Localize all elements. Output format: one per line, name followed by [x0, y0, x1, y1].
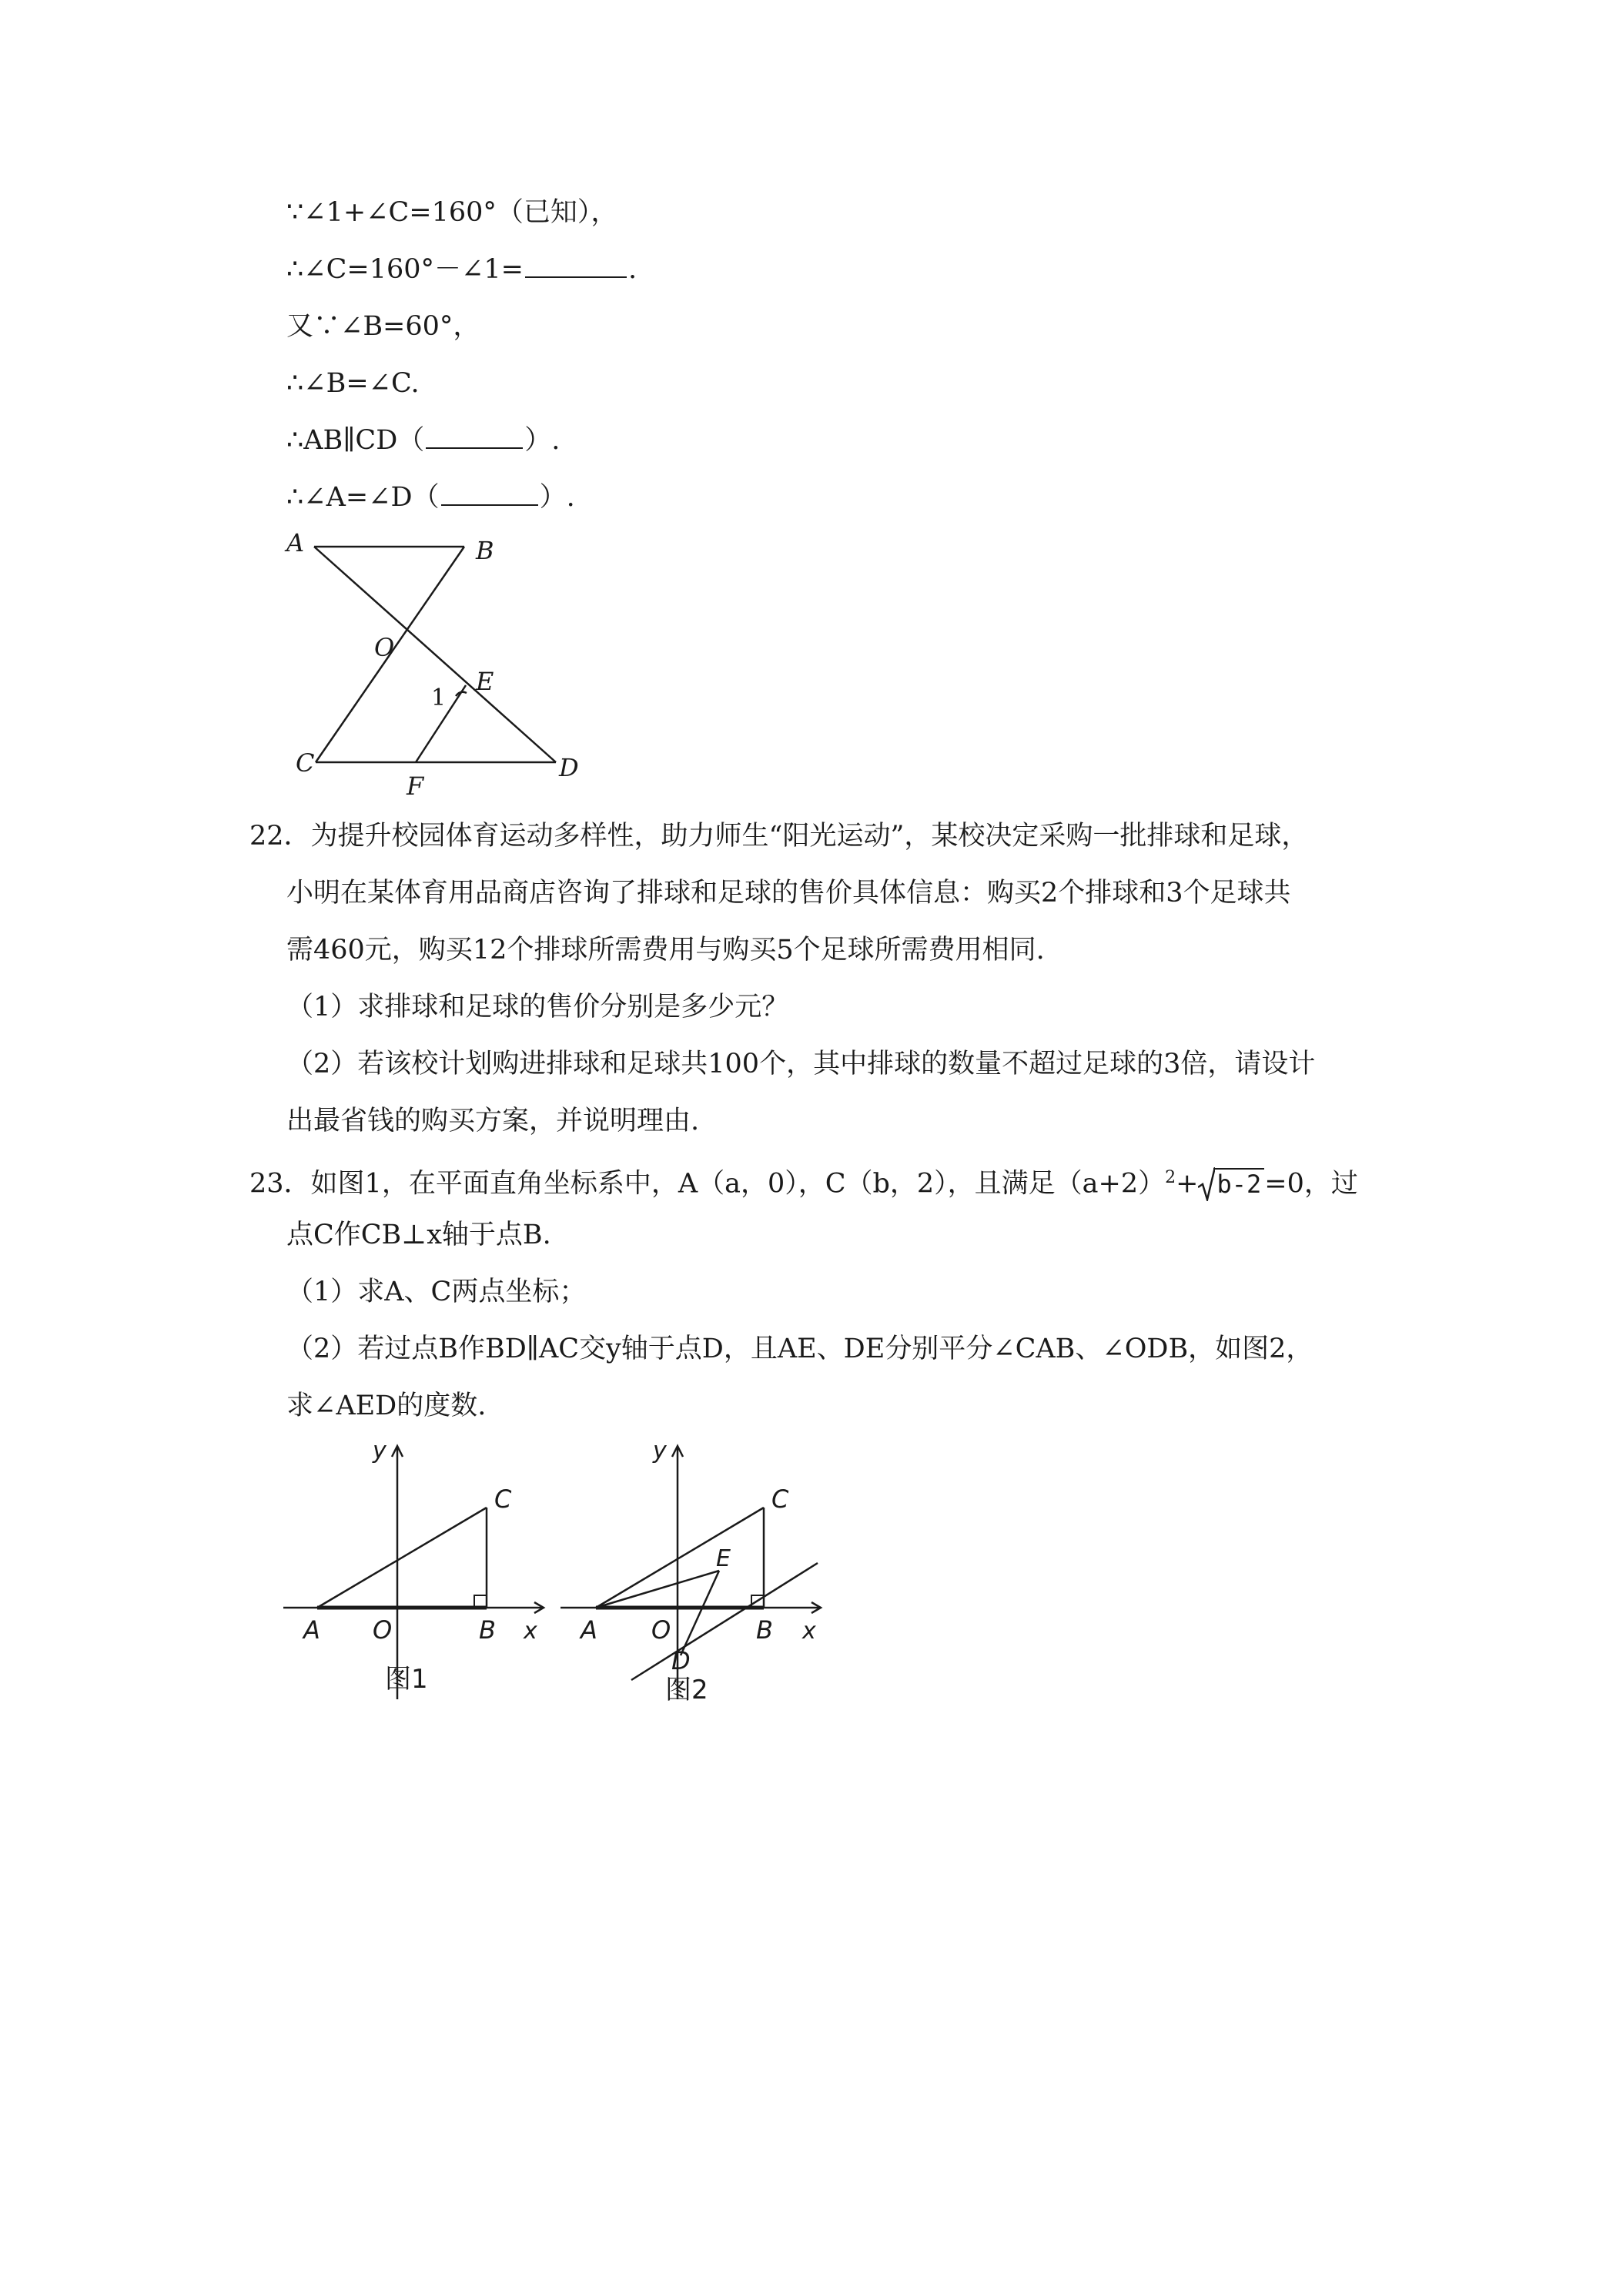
radicand: b-2 — [1213, 1168, 1264, 1199]
figure-1-caption: 图1 — [385, 1664, 428, 1695]
label-x: x — [524, 1618, 537, 1645]
segment-ae — [596, 1571, 719, 1608]
segment-ac — [317, 1508, 487, 1608]
segment-ac — [596, 1508, 764, 1608]
answer-blank-3[interactable] — [441, 481, 538, 506]
question-22-text-1: 为提升校园体育运动多样性，助力师生“阳光运动”，某校决定采购一批排球和足球， — [310, 821, 1309, 852]
figure-1 — [277, 1434, 554, 1711]
proof-line-2-end: . — [627, 254, 637, 285]
proof-line-5-text: ∴AB∥CD（ — [286, 425, 425, 456]
proof-line-6-end: ）. — [539, 482, 575, 513]
label-x: x — [802, 1618, 816, 1645]
label-a: A — [581, 1615, 597, 1645]
figure-2-caption: 图2 — [665, 1675, 708, 1705]
segment-ad — [314, 547, 556, 762]
question-23-text-1: 如图1，在平面直角坐标系中，A（a，0），C（b，2），且满足（a+2） — [310, 1168, 1166, 1200]
label-f: F — [407, 771, 424, 801]
question-23-text-1-end: =0，过 — [1264, 1168, 1358, 1200]
proof-line-4: ∴∠B=∠C. — [286, 368, 420, 399]
question-22-line-2: 小明在某体育用品商店咨询了排球和足球的售价具体信息：购买2个排球和3个足球共 — [286, 878, 1291, 909]
figure-q21 — [277, 524, 601, 801]
exponent: 2 — [1165, 1168, 1176, 1187]
question-23-part-2b: 求∠AED的度数. — [286, 1391, 487, 1421]
label-b: B — [756, 1615, 773, 1645]
question-23-line-1 — [249, 1160, 1358, 1203]
label-b: B — [476, 536, 494, 565]
proof-line-6 — [286, 479, 575, 516]
question-23-part-2a: （2）若过点B作BD∥AC交y轴于点D，且AE、DE分别平分∠CAB、∠ODB，如图2， — [286, 1334, 1313, 1364]
radical-sign-icon — [1198, 1167, 1215, 1201]
question-22-part-2a: （2）若该校计划购进排球和足球共100个，其中排球的数量不超过足球的3倍，请设计 — [286, 1049, 1316, 1079]
plus-sign: + — [1176, 1168, 1199, 1200]
proof-line-5 — [286, 422, 560, 459]
label-a: A — [303, 1615, 320, 1645]
label-b: B — [479, 1615, 496, 1645]
label-o: O — [374, 633, 395, 662]
question-23-line-2: 点C作CB⊥x轴于点B. — [286, 1220, 551, 1250]
label-a: A — [286, 528, 305, 557]
question-22-line-1 — [249, 818, 1308, 855]
label-e: E — [476, 667, 494, 696]
label-c: C — [494, 1484, 512, 1514]
question-22-part-1: （1）求排球和足球的售价分别是多少元？ — [286, 992, 789, 1022]
label-d: D — [559, 753, 579, 782]
question-23-part-1: （1）求A、C两点坐标； — [286, 1277, 587, 1307]
answer-blank-1[interactable] — [525, 253, 627, 278]
label-o: O — [651, 1615, 671, 1645]
label-c: C — [771, 1484, 789, 1514]
square-root — [1198, 1166, 1264, 1203]
question-22-part-2b: 出最省钱的购买方案，并说明理由. — [286, 1106, 700, 1136]
label-y: y — [653, 1438, 667, 1464]
label-d: D — [671, 1646, 691, 1675]
proof-line-2 — [286, 251, 637, 288]
label-c: C — [296, 748, 315, 778]
proof-line-1: ∵∠1+∠C=160°（已知）， — [286, 197, 618, 228]
proof-line-5-end: ）. — [524, 425, 561, 456]
figure-2 — [554, 1434, 847, 1719]
label-angle-1: 1 — [431, 684, 447, 711]
question-23-number: 23． — [249, 1168, 311, 1200]
label-o: O — [373, 1615, 393, 1645]
question-22-number: 22． — [249, 821, 311, 852]
proof-line-2-text: ∴∠C=160°－∠1= — [286, 254, 524, 285]
label-y: y — [373, 1438, 387, 1464]
proof-line-3: 又∵∠B=60°， — [286, 311, 480, 342]
segment-de — [681, 1571, 719, 1655]
question-22-line-3: 需460元，购买12个排球所需费用与购买5个足球所需费用相同. — [286, 935, 1045, 966]
proof-line-6-text: ∴∠A=∠D（ — [286, 482, 440, 513]
answer-blank-2[interactable] — [426, 424, 523, 449]
label-e: E — [716, 1545, 731, 1572]
